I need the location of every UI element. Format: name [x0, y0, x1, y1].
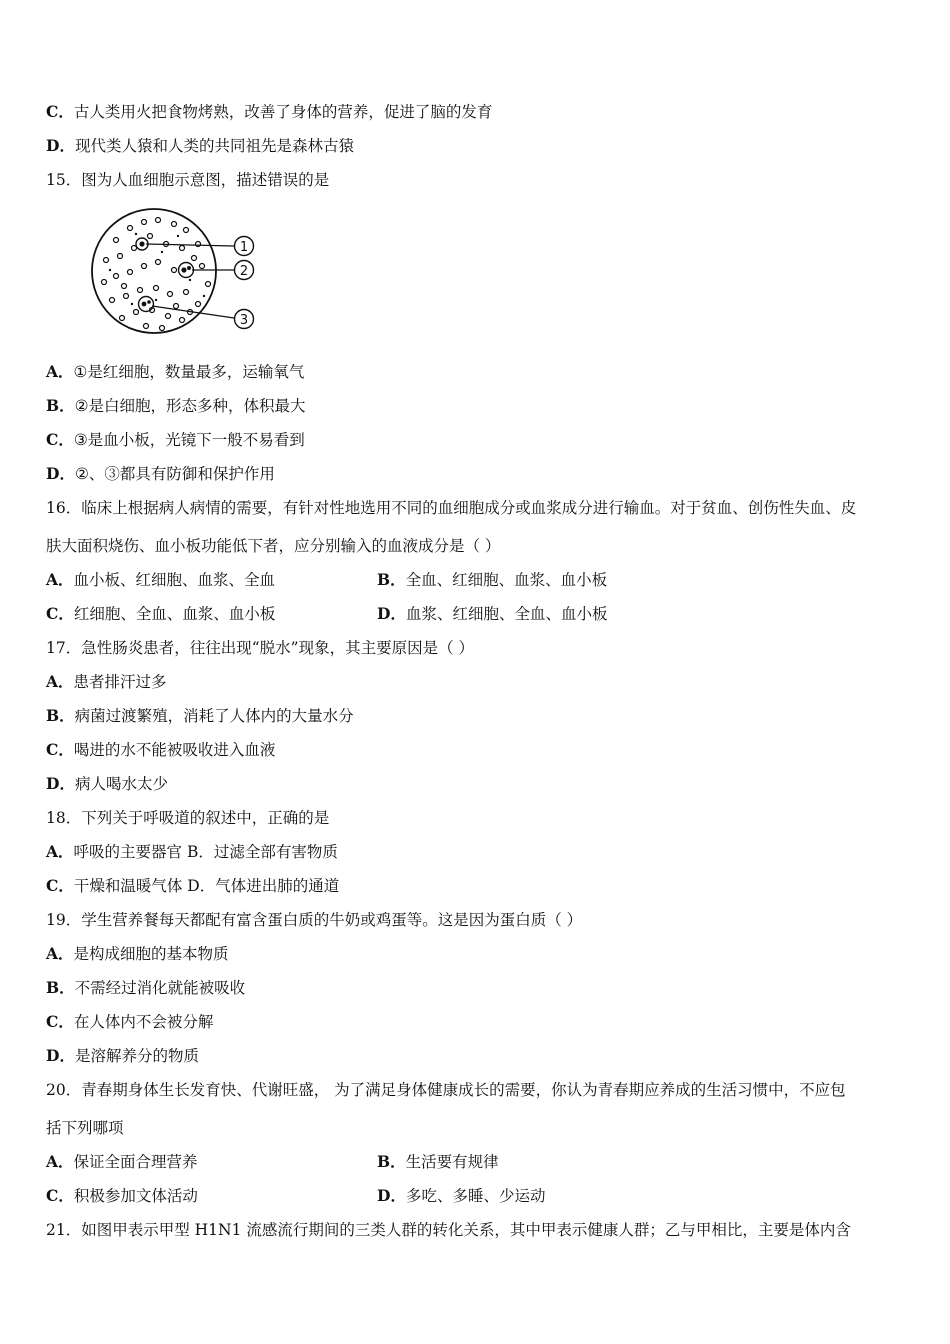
q20-stem-line1: 20．青春期身体生长发育快、代谢旺盛， 为了满足身体健康成长的需要，你认为青春期应养成的生活习惯中，不应包: [46, 1081, 846, 1099]
option-label: D．: [46, 136, 75, 155]
q15-option-a: [46, 362, 304, 382]
q20-option-c: [46, 1186, 198, 1206]
q19-stem: 19．学生营养餐每天都配有富含蛋白质的牛奶或鸡蛋等。这是因为蛋白质（ ）: [46, 911, 583, 929]
option-label: B．: [46, 706, 75, 725]
option-text: 在人体内不会被分解: [73, 1013, 214, 1031]
q17-option-d: [46, 774, 168, 794]
option-label: A．: [46, 672, 74, 691]
option-label: A．: [46, 1152, 74, 1171]
blood-cell-figure: [86, 200, 266, 350]
option-text: 生活要有规律: [405, 1153, 499, 1171]
q16-option-d: [377, 604, 607, 624]
option-label: C．: [46, 430, 74, 449]
option-text: 干燥和温暖气体 D．气体进出肺的通道: [73, 877, 340, 895]
q17-stem: 17．急性肠炎患者，往往出现“脱水”现象，其主要原因是（ ）: [46, 639, 475, 657]
option-label: D．: [377, 1186, 406, 1205]
marker-2-label: 2: [239, 264, 249, 279]
option-label: C．: [46, 740, 74, 759]
q15-stem: 15．图为人血细胞示意图，描述错误的是: [46, 171, 330, 189]
q19-option-d: [46, 1046, 199, 1066]
option-text: 多吃、多睡、少运动: [405, 1187, 546, 1205]
option-text: 积极参加文体活动: [73, 1187, 198, 1205]
option-text: 是溶解养分的物质: [74, 1047, 199, 1065]
q20-option-b: [377, 1152, 499, 1172]
q15-option-c: [46, 430, 305, 450]
q14-option-c: [46, 102, 492, 122]
option-label: A．: [46, 842, 74, 861]
option-text: 是构成细胞的基本物质: [73, 945, 229, 963]
q17-option-b: [46, 706, 354, 726]
option-label: C．: [46, 876, 74, 895]
option-label: C．: [46, 604, 74, 623]
option-label: A．: [46, 570, 74, 589]
option-label: D．: [46, 464, 75, 483]
option-text: 不需经过消化就能被吸收: [74, 979, 246, 997]
option-text: 全血、红细胞、血浆、血小板: [405, 571, 608, 589]
option-text: 保证全面合理营养: [73, 1153, 198, 1171]
q19-option-b: [46, 978, 245, 998]
q21-stem: 21．如图甲表示甲型 H1N1 流感流行期间的三类人群的转化关系，其中甲表示健康人群；乙与甲相比，主要是体内含: [46, 1221, 851, 1239]
q17-option-a: [46, 672, 167, 692]
q14-option-d: [46, 136, 354, 156]
option-text: 古人类用火把食物烤熟，改善了身体的营养，促进了脑的发育: [73, 103, 493, 121]
q16-option-c: [46, 604, 275, 624]
q16-stem-line2: 肤大面积烧伤、血小板功能低下者，应分别输入的血液成分是（ ）: [46, 537, 501, 555]
option-text: ②是白细胞，形态多种，体积最大: [74, 397, 306, 415]
q18-options-ab: [46, 842, 338, 862]
q19-option-c: [46, 1012, 213, 1032]
marker-1-label: 1: [239, 240, 249, 255]
q18-stem: 18．下列关于呼吸道的叙述中，正确的是: [46, 809, 330, 827]
option-text: ①是红细胞，数量最多，运输氧气: [73, 363, 305, 381]
marker-3-label: 3: [239, 313, 249, 328]
option-text: 呼吸的主要器官 B．过滤全部有害物质: [73, 843, 338, 861]
option-label: B．: [46, 978, 75, 997]
q16-stem-line1: 16．临床上根据病人病情的需要，有针对性地选用不同的血细胞成分或血浆成分进行输血。对于贫血、创伤性失血、皮: [46, 499, 857, 517]
q17-option-c: [46, 740, 275, 760]
option-text: ②、③都具有防御和保护作用: [74, 465, 275, 483]
q15-option-b: [46, 396, 306, 416]
q16-option-a: [46, 570, 275, 590]
option-label: C．: [46, 102, 74, 121]
option-text: 血浆、红细胞、全血、血小板: [405, 605, 608, 623]
option-text: 患者排汗过多: [73, 673, 167, 691]
option-text: ③是血小板，光镜下一般不易看到: [73, 431, 305, 449]
option-text: 现代类人猿和人类的共同祖先是森林古猿: [74, 137, 354, 155]
red-cells: [102, 218, 211, 331]
option-text: 病菌过渡繁殖，消耗了人体内的大量水分: [74, 707, 354, 725]
option-text: 喝进的水不能被吸收进入血液: [73, 741, 276, 759]
q20-stem-line2: 括下列哪项: [46, 1119, 124, 1137]
option-label: C．: [46, 1186, 74, 1205]
option-text: 红细胞、全血、血浆、血小板: [73, 605, 276, 623]
q16-option-b: [377, 570, 607, 590]
blood-cell-diagram: [86, 200, 266, 350]
q20-option-a: [46, 1152, 198, 1172]
option-label: C．: [46, 1012, 74, 1031]
q15-option-d: [46, 464, 275, 484]
option-label: A．: [46, 362, 74, 381]
option-label: B．: [377, 1152, 406, 1171]
label-markers: [235, 237, 254, 329]
option-text: 血小板、红细胞、血浆、全血: [73, 571, 276, 589]
option-label: A．: [46, 944, 74, 963]
option-label: D．: [46, 774, 75, 793]
q20-option-d: [377, 1186, 545, 1206]
option-text: 病人喝水太少: [74, 775, 168, 793]
q18-options-cd: [46, 876, 339, 896]
option-label: D．: [377, 604, 406, 623]
option-label: D．: [46, 1046, 75, 1065]
option-label: B．: [46, 396, 75, 415]
option-label: B．: [377, 570, 406, 589]
q19-option-a: [46, 944, 229, 964]
